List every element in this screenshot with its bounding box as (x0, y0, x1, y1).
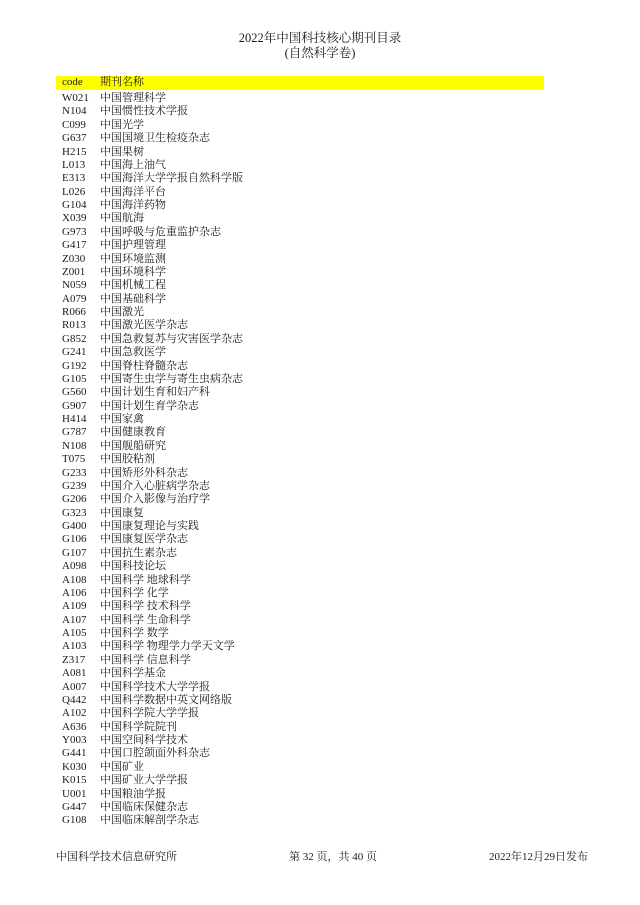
table-row (56, 614, 544, 627)
journal-name: 中国科学 生命科学 (100, 613, 191, 626)
table-row (56, 667, 544, 680)
table-row (56, 413, 544, 426)
journal-code: N104 (62, 105, 87, 118)
journal-name: 中国激光 (100, 306, 144, 318)
journal-name: 中国康复 (100, 506, 144, 519)
table-row (56, 747, 544, 760)
journal-name: 中国介入心脏病学杂志 (100, 479, 210, 492)
journal-code: Z317 (62, 653, 86, 666)
journal-code: G192 (62, 359, 87, 372)
journal-name: 中国海洋平台 (100, 185, 166, 198)
journal-name: 中国海洋药物 (100, 199, 166, 211)
journal-name: 中国惯性技术学报 (100, 105, 188, 118)
table-header-row (56, 76, 544, 90)
table-row (56, 105, 544, 118)
journal-code: W021 (62, 92, 89, 104)
journal-name: 中国科学数据中英文网络版 (100, 693, 232, 706)
journal-name: 中国科学院大学学报 (100, 707, 199, 720)
page-footer (56, 850, 588, 864)
journal-name: 中国临床解剖学杂志 (100, 814, 199, 827)
table-row (56, 587, 544, 600)
footer-publish-date: 2022年12月29日发布 (489, 851, 588, 863)
table-row (56, 627, 544, 640)
journal-code: G637 (62, 132, 87, 145)
journal-name: 中国介入影像与治疗学 (100, 493, 210, 506)
journal-code: N059 (62, 279, 87, 292)
journal-name: 中国管理科学 (100, 92, 166, 104)
journal-name: 中国舰船研究 (100, 439, 166, 452)
journal-name: 中国激光医学杂志 (100, 319, 188, 332)
journal-code: G852 (62, 332, 87, 345)
journal-name: 中国国境卫生检疫杂志 (100, 132, 210, 145)
table-row (56, 681, 544, 694)
journal-code: A081 (62, 667, 87, 680)
table-row (56, 453, 544, 466)
journal-name: 中国果树 (100, 145, 144, 158)
journal-code: G107 (62, 546, 87, 559)
table-row (56, 654, 544, 667)
table-row (56, 266, 544, 279)
journal-name: 中国计划生育学杂志 (100, 399, 199, 412)
document-title (0, 31, 640, 60)
journal-name: 中国急救医学 (100, 346, 166, 359)
table-row (56, 734, 544, 747)
table-row (56, 92, 544, 105)
journal-code: Q442 (62, 693, 87, 706)
table-row (56, 480, 544, 493)
table-row (56, 707, 544, 720)
table-row (56, 774, 544, 787)
table-row (56, 132, 544, 145)
journal-name: 中国临床保健杂志 (100, 800, 188, 813)
table-row (56, 574, 544, 587)
table-row (56, 279, 544, 292)
table-row (56, 694, 544, 707)
table-row (56, 186, 544, 199)
journal-name: 中国抗生素杂志 (100, 546, 177, 559)
journal-code: L026 (62, 185, 86, 198)
table-row (56, 159, 544, 172)
journal-code: T075 (62, 453, 86, 466)
table-row (56, 306, 544, 319)
journal-name: 中国口腔颌面外科杂志 (100, 747, 210, 760)
table-row (56, 520, 544, 533)
journal-name: 中国脊柱脊髓杂志 (100, 359, 188, 372)
journal-name: 中国康复理论与实践 (100, 520, 199, 532)
footer-publisher: 中国科学技术信息研究所 (56, 851, 177, 863)
journal-name: 中国科学 数学 (100, 627, 169, 639)
journal-code: G241 (62, 346, 87, 359)
table-row (56, 493, 544, 506)
journal-code: A103 (62, 640, 87, 653)
table-row (56, 721, 544, 734)
journal-code: A108 (62, 573, 87, 586)
table-row (56, 788, 544, 801)
journal-name: 中国基础科学 (100, 292, 166, 305)
journal-code: K030 (62, 760, 87, 773)
journal-name: 中国光学 (100, 118, 144, 131)
journal-code: G787 (62, 426, 87, 439)
journal-code: A105 (62, 627, 87, 639)
journal-name: 中国科学院院刊 (100, 720, 177, 733)
journal-code: U001 (62, 787, 87, 800)
journal-name: 中国护理管理 (100, 239, 166, 252)
table-row (56, 533, 544, 546)
journal-code: A636 (62, 720, 87, 733)
journal-code: E313 (62, 172, 86, 185)
journal-code: G108 (62, 814, 87, 827)
footer-page-number: 第 32 页，共 40 页 (289, 851, 377, 863)
table-row (56, 761, 544, 774)
journal-code: A109 (62, 600, 87, 613)
table-row (56, 119, 544, 132)
journal-code: A079 (62, 292, 87, 305)
journal-name: 中国矿业 (100, 760, 144, 773)
journal-name: 中国粮油学报 (100, 787, 166, 800)
table-row (56, 346, 544, 359)
journal-code: A107 (62, 613, 87, 626)
journal-code: Z030 (62, 252, 86, 265)
journal-code: G907 (62, 399, 87, 412)
table-row (56, 467, 544, 480)
title-line-1: 2022年中国科技核心期刊目录 (238, 31, 402, 45)
journal-code: Z001 (62, 265, 86, 278)
journal-name: 中国科学 化学 (100, 586, 169, 599)
journal-code: G233 (62, 466, 87, 479)
journal-name: 中国航海 (100, 212, 144, 225)
journal-name: 中国科学技术大学学报 (100, 680, 210, 693)
table-row (56, 319, 544, 332)
table-row (56, 360, 544, 373)
journal-code: A098 (62, 560, 87, 573)
journal-code: A007 (62, 680, 87, 693)
table-row (56, 814, 544, 827)
journal-name: 中国空间科学技术 (100, 734, 188, 746)
table-row (56, 426, 544, 439)
journal-name: 中国胶粘剂 (100, 453, 155, 466)
journal-code: G973 (62, 225, 87, 238)
journal-name: 中国科学 技术科学 (100, 600, 191, 613)
column-header-code: code (62, 76, 83, 88)
title-line-2: (自然科学卷) (284, 45, 356, 60)
table-row (56, 373, 544, 386)
journal-code: A106 (62, 586, 87, 599)
table-row (56, 146, 544, 159)
table-row (56, 440, 544, 453)
journal-code: G400 (62, 520, 87, 532)
journal-code: G323 (62, 506, 87, 519)
journal-code: G560 (62, 386, 87, 399)
table-row (56, 172, 544, 185)
journal-code: R013 (62, 319, 86, 332)
journal-code: N108 (62, 439, 87, 452)
journal-code: G106 (62, 533, 87, 546)
journal-code: H215 (62, 145, 87, 158)
journal-name: 中国海上油气 (100, 158, 166, 171)
journal-code: G105 (62, 372, 87, 385)
journal-code: G417 (62, 239, 87, 252)
journal-code: H414 (62, 413, 87, 425)
table-row (56, 560, 544, 573)
table-row (56, 600, 544, 613)
table-row (56, 212, 544, 225)
journal-name: 中国矫形外科杂志 (100, 466, 188, 479)
journal-name: 中国环境监测 (100, 252, 166, 265)
journal-name: 中国机械工程 (100, 279, 166, 292)
journal-name: 中国寄生虫学与寄生虫病杂志 (100, 372, 243, 385)
journal-name: 中国计划生育和妇产科 (100, 386, 210, 399)
journal-name: 中国急救复苏与灾害医学杂志 (100, 332, 243, 345)
table-row (56, 640, 544, 653)
journal-code: G441 (62, 747, 87, 760)
journal-code: G104 (62, 199, 87, 211)
table-row (56, 226, 544, 239)
journal-name: 中国康复医学杂志 (100, 533, 188, 546)
journal-table (56, 76, 544, 828)
journal-code: A102 (62, 707, 87, 720)
table-row (56, 507, 544, 520)
journal-name: 中国家禽 (100, 413, 144, 425)
journal-code: X039 (62, 212, 87, 225)
column-header-journal-name: 期刊名称 (100, 76, 144, 88)
table-row (56, 239, 544, 252)
journal-code: G447 (62, 800, 87, 813)
journal-name: 中国科学基金 (100, 667, 166, 680)
journal-code: K015 (62, 774, 87, 787)
journal-name: 中国科技论坛 (100, 560, 166, 573)
journal-name: 中国科学 信息科学 (100, 653, 191, 666)
table-row (56, 386, 544, 399)
journal-name: 中国科学 地球科学 (100, 573, 191, 586)
table-row (56, 547, 544, 560)
journal-name: 中国健康教育 (100, 426, 166, 439)
journal-code: R066 (62, 306, 86, 318)
journal-code: G206 (62, 493, 87, 506)
journal-rows (56, 92, 544, 828)
table-row (56, 333, 544, 346)
journal-name: 中国矿业大学学报 (100, 774, 188, 787)
journal-code: L013 (62, 158, 86, 171)
journal-name: 中国海洋大学学报自然科学版 (100, 172, 243, 185)
table-row (56, 801, 544, 814)
table-row (56, 199, 544, 212)
journal-name: 中国科学 物理学力学天文学 (100, 640, 235, 653)
table-row (56, 293, 544, 306)
journal-name: 中国呼吸与危重监护杂志 (100, 225, 221, 238)
journal-name: 中国环境科学 (100, 265, 166, 278)
journal-code: G239 (62, 479, 87, 492)
journal-code: C099 (62, 118, 86, 131)
journal-code: Y003 (62, 734, 87, 746)
table-row (56, 253, 544, 266)
table-row (56, 400, 544, 413)
